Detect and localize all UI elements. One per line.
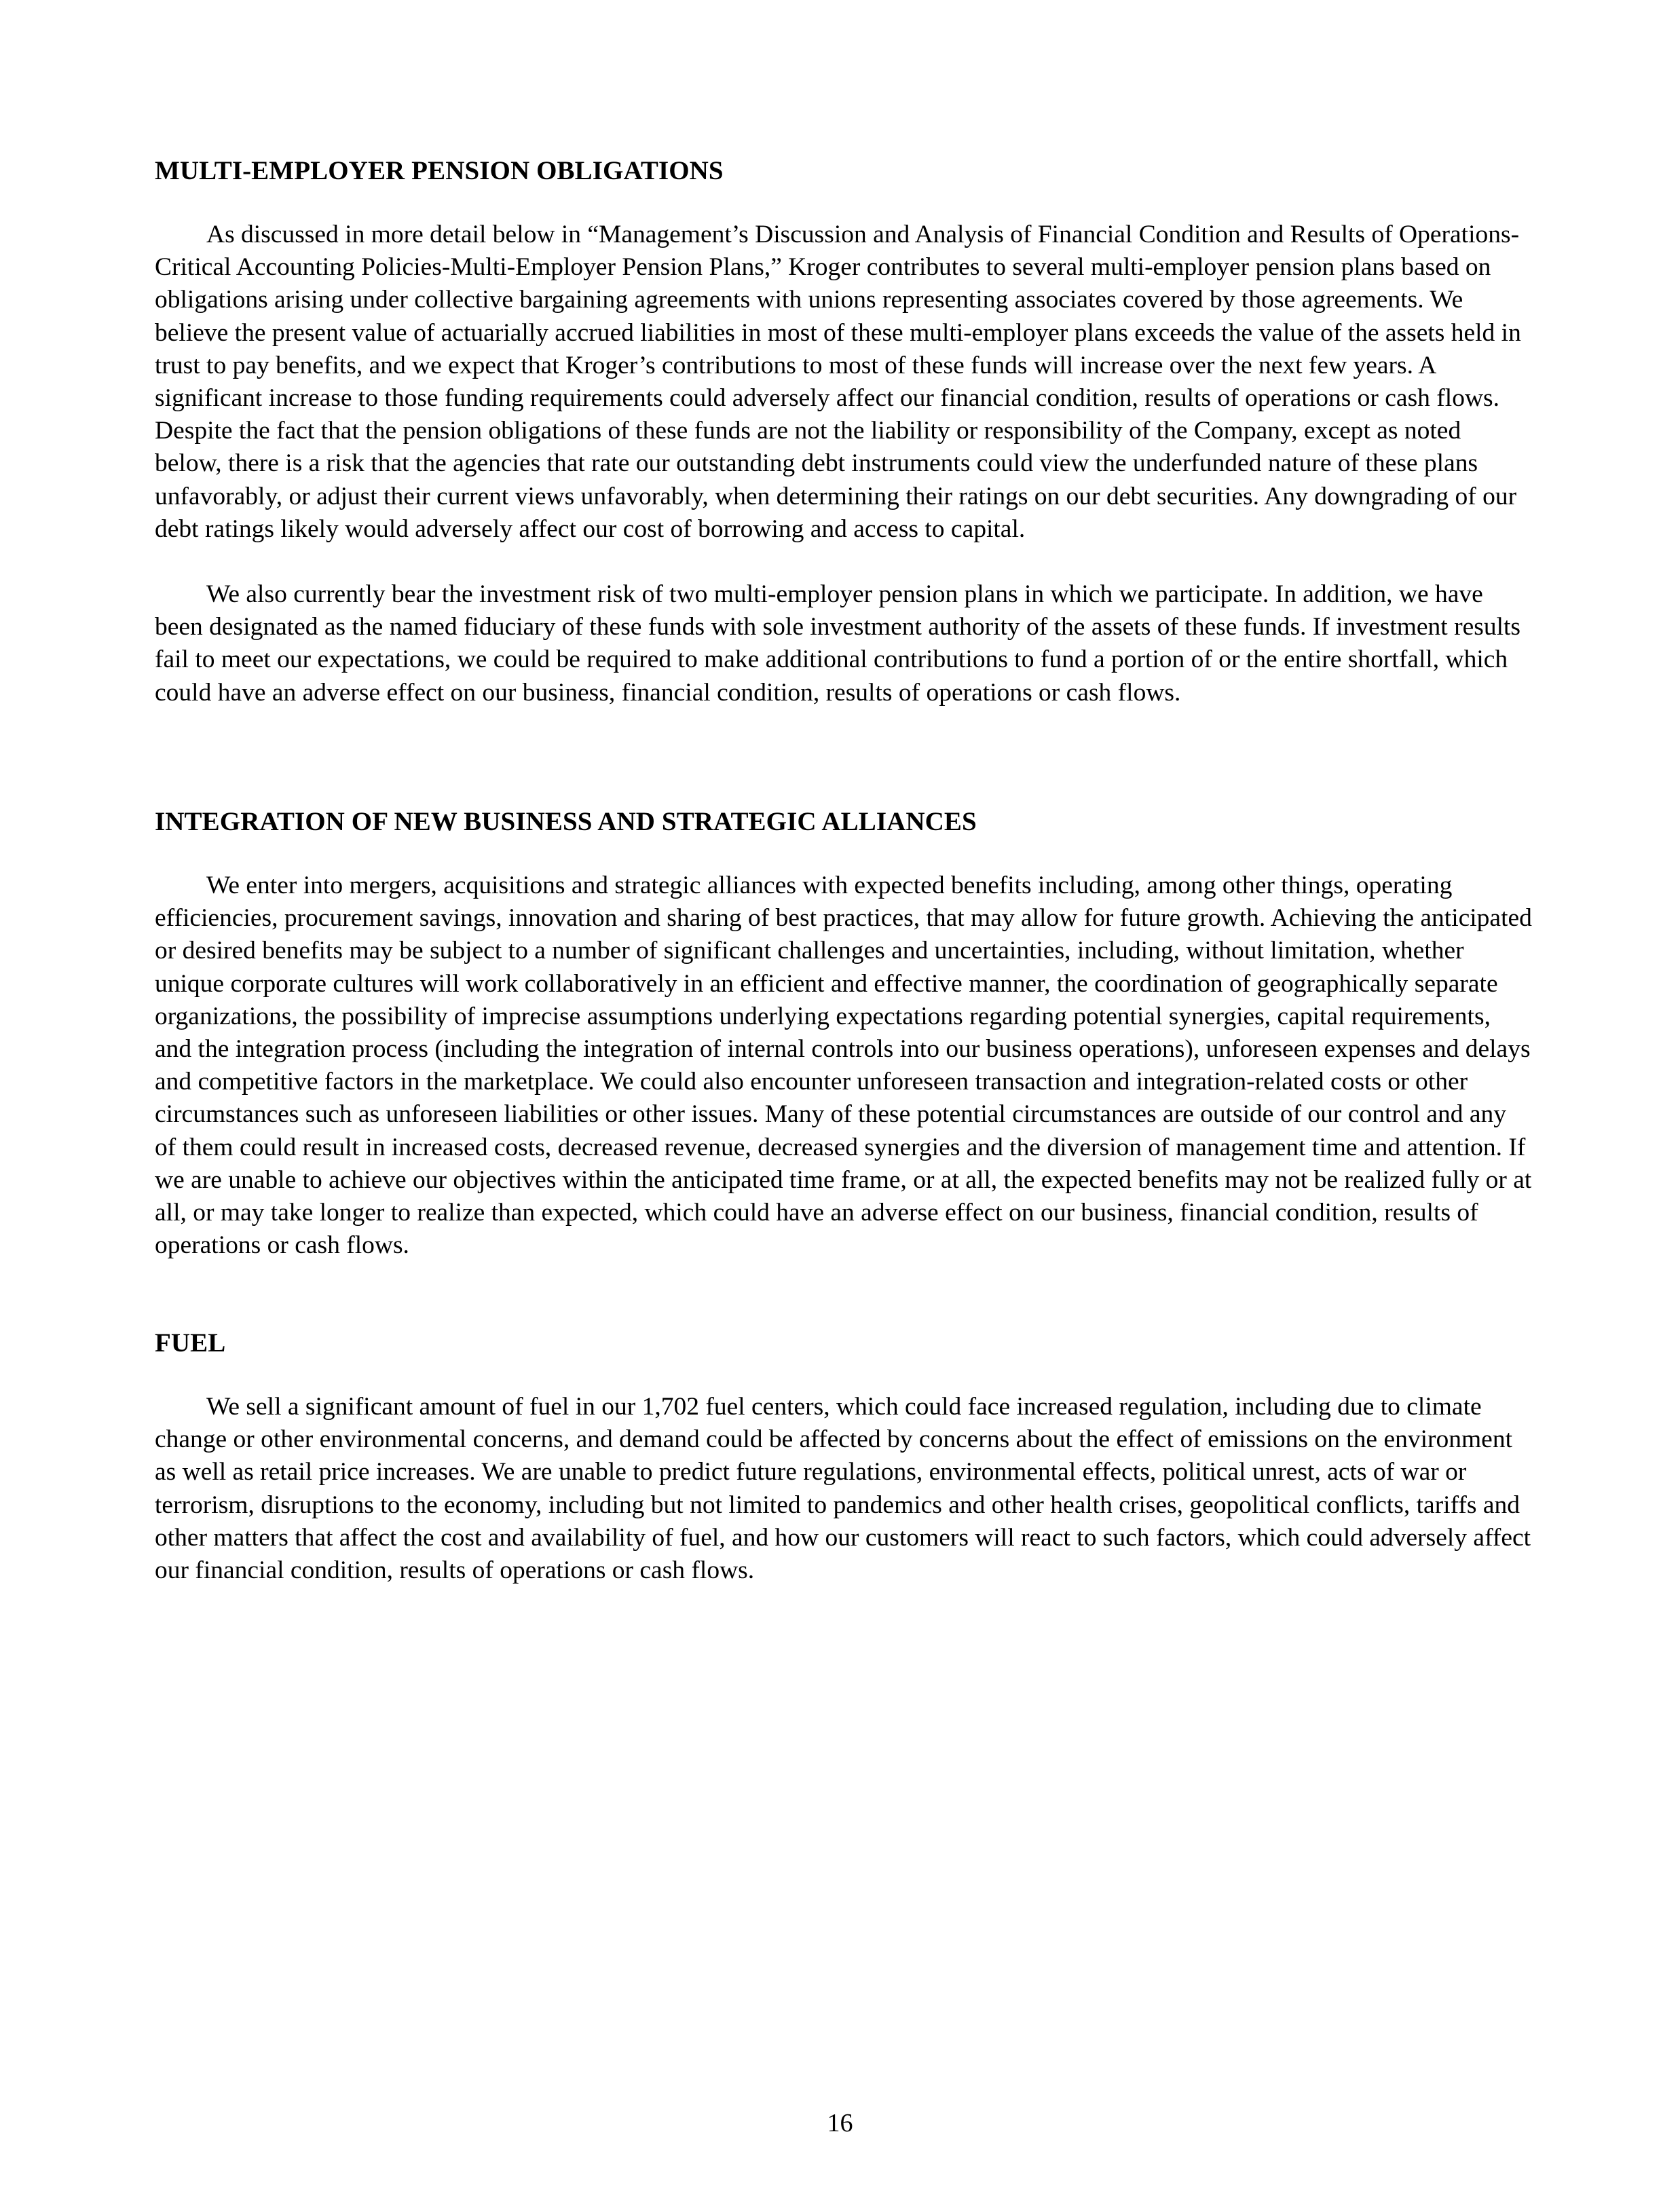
section-heading: INTEGRATION OF NEW BUSINESS AND STRATEGIC ALLIANCES [155,807,977,836]
section-paragraph: We sell a significant amount of fuel in our 1,702 fuel centers, which could face increased regulation, including due to climate change or other environmental concerns, and demand could be affected by concerns about the effect of emissions on the environment as well as retail price increases. We are unable to predict future regulations, environmental effects, political unrest, acts of war or terrorism, disruptions to the economy, including but not limited to pandemics and other health crises, geopolitical conflicts, tariffs and other matters that affect the cost and availability of fuel, and how our customers will react to such factors, which could adversely affect our financial condition, results of operations or cash flows. [155,1393,1531,1585]
section-integration-strategic-alliances [155,806,1533,1262]
section-multi-employer-pension [155,155,1533,709]
section-heading: MULTI-EMPLOYER PENSION OBLIGATIONS [155,156,724,185]
section-fuel [155,1327,1533,1587]
section-paragraph: We also currently bear the investment risk of two multi-employer pension plans in which we participate. In addition, we have been designated as the named fiduciary of these funds with sole investment authority of the assets of these funds. If investment results fail to meet our expectations, we could be required to make additional contributions to fund a portion of or the entire shortfall, which could have an adverse effect on our business, financial condition, results of operations or cash flows. [155,580,1520,707]
page-number: 16 [827,2109,853,2137]
section-paragraph: As discussed in more detail below in “Management’s Discussion and Analysis of Financial Condition and Results of Operations-Critical Accounting Policies-Multi-Employer Pension Plans,” Kroger contributes to several multi-employer pension plans based on obligations arising under collective bargaining agreements with unions representing associates covered by those agreements. We believe the present value of actuarially accrued liabilities in most of these multi-employer plans exceeds the value of the assets held in trust to pay benefits, and we expect that Kroger’s contributions to most of these funds will increase over the next few years. A significant increase to those funding requirements could adversely affect our financial condition, results of operations or cash flows. Despite the fact that the pension obligations of these funds are not the liability or responsibility of the Company, except as noted below, there is a risk that the agencies that rate our outstanding debt instruments could view the underfunded nature of these plans unfavorably, or adjust their current views unfavorably, when determining their ratings on our debt securities. Any downgrading of our debt ratings likely would adversely affect our cost of borrowing and access to capital. [155,221,1521,543]
section-paragraph: We enter into mergers, acquisitions and strategic alliances with expected benefits including, among other things, operating efficiencies, procurement savings, innovation and sharing of best practices, that may allow for future growth. Achieving the anticipated or desired benefits may be subject to a number of significant challenges and uncertainties, including, without limitation, whether unique corporate cultures will work collaboratively in an efficient and effective manner, the coordination of geographically separate organizations, the possibility of imprecise assumptions underlying expectations regarding potential synergies, capital requirements, and the integration process (including the integration of internal controls into our business operations), unforeseen expenses and delays and competitive factors in the marketplace. We could also encounter unforeseen transaction and integration-related costs or other circumstances such as unforeseen liabilities or other issues. Many of these potential circumstances are outside of our control and any of them could result in increased costs, decreased revenue, decreased synergies and the diversion of management time and attention. If we are unable to achieve our objectives within the anticipated time frame, or at all, the expected benefits may not be realized fully or at all, or may take longer to realize than expected, which could have an adverse effect on our business, financial condition, results of operations or cash flows. [155,872,1532,1260]
section-heading: FUEL [155,1328,226,1358]
